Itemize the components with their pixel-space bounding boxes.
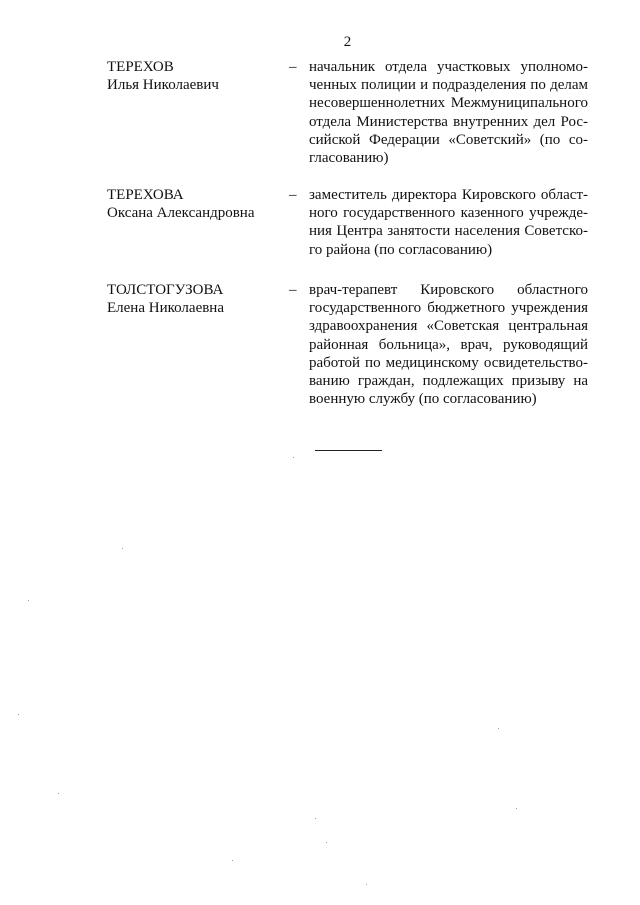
member-surname: ТЕРЕХОВ bbox=[107, 59, 174, 75]
position-line: начальник отдела участковых уполномо- bbox=[309, 59, 588, 75]
scan-speck bbox=[366, 884, 367, 885]
position-line: государственного бюджетного учреждения bbox=[309, 300, 588, 317]
position-line: ванию граждан, подлежащих призыву на bbox=[309, 373, 588, 390]
member-position bbox=[309, 186, 588, 259]
position-line: сийской Федерации «Советский» (по со- bbox=[309, 131, 588, 148]
member-given-names: Оксана Александровна bbox=[107, 205, 255, 221]
scan-speck bbox=[18, 714, 19, 715]
position-line: заместитель директора Кировского област- bbox=[309, 187, 588, 203]
member-name bbox=[107, 186, 282, 222]
position-line: ного государственного казенного учрежде- bbox=[309, 205, 588, 222]
scan-speck bbox=[498, 728, 499, 729]
scan-speck bbox=[122, 548, 123, 549]
position-line: работой по медицинскому освидетельство- bbox=[309, 354, 588, 371]
dash-separator: – bbox=[289, 187, 297, 203]
member-name bbox=[107, 58, 282, 94]
member-given-names: Елена Николаевна bbox=[107, 300, 224, 316]
position-line: ния Центра занятости населения Советско- bbox=[309, 223, 588, 240]
scan-speck bbox=[232, 860, 233, 861]
position-line: несовершеннолетних Межмуниципального bbox=[309, 95, 588, 112]
dash-separator: – bbox=[289, 282, 297, 298]
scan-speck bbox=[315, 818, 316, 819]
member-name bbox=[107, 281, 282, 317]
position-line: ченных полиции и подразделения по делам bbox=[309, 77, 588, 94]
scan-speck bbox=[28, 600, 29, 601]
page-number: 2 bbox=[343, 34, 352, 50]
position-line: районная больница», врач, руководящий bbox=[309, 336, 588, 353]
dash-separator: – bbox=[289, 59, 297, 75]
position-line: здравоохранения «Советская центральная bbox=[309, 318, 588, 335]
member-position bbox=[309, 58, 588, 167]
scan-speck bbox=[326, 842, 327, 843]
member-surname: ТЕРЕХОВА bbox=[107, 187, 184, 203]
position-line: военную службу (по согласованию) bbox=[309, 391, 537, 408]
position-line: врач-терапевт Кировского областного bbox=[309, 282, 588, 298]
scan-speck bbox=[293, 457, 294, 458]
member-given-names: Илья Николаевич bbox=[107, 77, 219, 93]
scan-speck bbox=[516, 808, 517, 809]
end-of-list-divider bbox=[315, 450, 382, 451]
position-line: отдела Министерства внутренних дел Рос- bbox=[309, 113, 588, 130]
member-position bbox=[309, 281, 588, 408]
member-surname: ТОЛСТОГУЗОВА bbox=[107, 282, 224, 298]
position-line: гласованию) bbox=[309, 150, 389, 167]
scan-speck bbox=[58, 793, 59, 794]
position-line: го района (по согласованию) bbox=[309, 241, 493, 258]
